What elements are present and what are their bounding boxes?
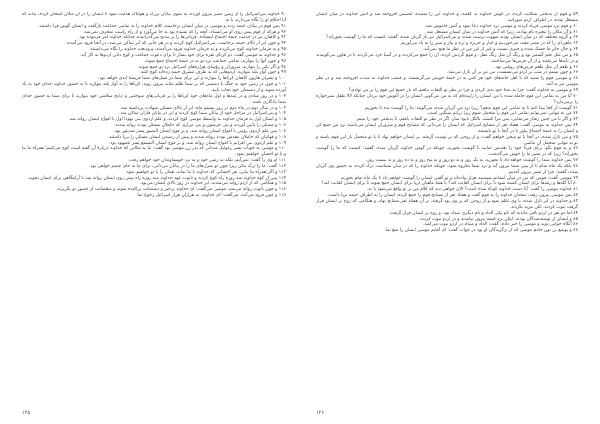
verse-paragraph: ۷۵ و من نازل شده، در آنجا با تو سخن خواهم گفت، و از روحی که بر توست گرفته، بر ایشان خواهم نهاد تا با تو متحمل بار این قوم باشند و تو به تنهایی متحمل آن نباشی.: [316, 134, 578, 146]
verse-paragraph: ۱۱۳ و اگر همراه ما بیایی، هر احسانی که خداوند با ما نماید، همان را با تو خواهیم نمود.: [124, 169, 286, 175]
verse-paragraph: ۵۹ و قوم از بدبختی شکایت کرده، در گوش خداوند بد گفتند، و خداوند این را شنیده، غضبش افروخته شد و آتش خداوند در میان ایشان مشتعل شده، در اطراف اردو سوزانید.: [316, 12, 578, 23]
verse-paragraph: ۶۸ و موسی قوم را شنید که با اهل خانه‌های خود هر کس به در خیمهٔ خویش می‌گریستند، و غضب خداوند به شدت افروخته شد و در نظر موسی نیز بد آمد.: [316, 76, 578, 88]
verse-paragraph: ۶۴ و حال جان ما خشک شده و چیزی نیست و غیر از این من در نظر ما هیچ نمی‌آید.: [422, 47, 578, 53]
verse-paragraph: ۹۴ و چون ابر از بالای خیمه برخاست، بنی‌اسرائیل کوچ کردند و در هر جایی که ابر ساکن می‌شد، در آنجا فرود می‌آمدند.: [65, 41, 286, 47]
left-page-number: ۱۲۵: [22, 410, 31, 416]
verse-paragraph: ۹۸ و اگر یکی را بنوازند، سروران و رؤسای هزاره‌های اسرائیل نزد تو جمع شوند.: [137, 64, 286, 70]
verse-paragraph: ۱۰۴ و بنی‌اسرائیل در مراحل خود از بیابان سینا کوچ کردند و ابر در بیابان فاران ساکن شد.: [118, 111, 286, 117]
verse-paragraph: ۹۷ و چون آنها را بنوازند، تمامی جماعت نزد تو به در خیمهٔ اجتماع جمع شوند.: [143, 58, 286, 64]
verse-paragraph: ۸۰ آیا گله‌ها و رمه‌ها برای ایشان کشته شود تا برای ایشان کفایت کند؟ یا همهٔ ماهیان دریا برای ایشان جمع شوند تا برای ایشان کفایت کند؟: [321, 181, 578, 187]
right-page-text: [316, 12, 578, 384]
verse-paragraph: ۶۰ و قوم نزد موسی فریاد کردند و موسی نزد خداوند دعا نمود و آتش خاموش شد.: [424, 23, 578, 29]
verse-paragraph: ۱۰۳ و در سال دوم در ماه دوم در روز بیستم ماه، ابر از بالای مسکن شهادت برداشته شد.: [119, 105, 286, 111]
verse-paragraph: ۱۱۵ و هنگامی که از اردو روانه می‌شدند، ابر خداوند در روز بالای ایشان می‌بود.: [139, 181, 286, 187]
left-page-text: [22, 12, 286, 384]
verse-paragraph: ۱۱۴ پس از کوه خداوند سه روزه راه کوچ کردند و تابوت عهد خداوند سه روزه راه پیش روی ایشان روانه شد تا آرامگاهی برای ایشان بجوید.: [27, 175, 286, 181]
verse-paragraph: ۶۷ و چون شبنم در شب بر اردو می‌نشست، من نیز بر آن نازل می‌شد.: [447, 70, 578, 76]
verse-paragraph: ۷۲ من به تنهایی نمی‌توانم تمامی این قوم را متحمل شوم زیرا برایم سنگین است.: [426, 111, 578, 117]
verse-paragraph: ۹۶ و خداوند به موسی گفت: دو کرنای نقره برای خود بساز تا برای دعوت جماعت و کوچ دادن اردوها به کار آید.: [79, 52, 286, 58]
verse-paragraph: ۱۱۶ و چون تابوت روانه می‌شد، موسی می‌گفت: ای خداوند برخیز و دشمنانت پراکنده شوند و مبغضانت از حضور تو بگریزند.: [55, 187, 286, 193]
verse-paragraph: ۷۴ پس خداوند به موسی گفت: هفتاد نفر از مشایخ اسرائیل که ایشان را می‌دانی که مشایخ قوم و سروران ایشان می‌باشند نزد من جمع کن و ایشان را به خیمهٔ اجتماع بیاور تا در آنجا با تو بایستند.: [316, 123, 578, 134]
verse-paragraph: ۶۵ و من مثل تخم گشنیز بود و رنگ آن مثل رنگ مقل. و قوم گردش کرده، آن را جمع می‌کردند و در آسیا خرد می‌کردند یا در هاون می‌کوبیدند و در تابه‌ها می‌پختند و از آن قرص‌ها می‌ساختند.: [316, 52, 578, 64]
verse-paragraph: ۱۰۲ و در روز شادی و در عیدها و اول ماه‌های خود کرناها را بر قربانی‌های سوختنی و ذبایح سلامتی خود بنوازید تا برای شما به حضور خدای شما یادگاری باشد.: [22, 93, 286, 105]
verse-paragraph: ۸۱ خداوند موسی را گفت: آیا دست خداوند کوتاه شده است؟ الان خواهی دید که کلام من بر تو واقع می‌شود یا نه.: [366, 187, 578, 193]
verse-paragraph: ۱۰۹ و علم اردوی بنی افرایم با افواج ایشان روانه شد، و بر فوج ایشان الیشمع پسر عمیهود بود.: [108, 140, 286, 146]
verse-paragraph: ۷۳ و اگر با من چنین رفتار می‌نمایی، پس مرا کشته، بالکل نابود ساز، اگر در نظر تو التفات یافتم، تا بدبختی خود را نبینم.: [355, 117, 578, 123]
verse-paragraph: ۱۱۰ و موسی به حوباب پسر رعوئیل مدیانی که پدر زن موسی بود گفت: ما به مکانی که خداوند دربارهٔ آن گفته است کوچ می‌کنیم؛ همراه ما بیا و با تو احسان خواهیم نمود.: [22, 146, 286, 158]
verse-paragraph: ۹۲ و هرکه از قوم پیش روی او می‌ایستاد، آنچه را که شنیده بود به جا می‌آورد و از راه راست منحرف نمی‌شد.: [82, 29, 286, 35]
verse-paragraph: ۱۱۷ و چون فرود می‌آمد، می‌گفت: ای خداوند، به هزاران هزار اسرائیل رجوع نما.: [136, 193, 286, 199]
verse-paragraph: ۷۶ و به قوم بگو: برای فردا خود را تقدیس نمایید تا گوشت بخورید، چونکه در گوش خداوند گریان شده، گفتید: کیست که ما را گوشت بخوراند؟ زیرا که در مصر ما را خوش می‌گذشت.: [316, 146, 578, 158]
verse-paragraph: ۷۱ گوشت از کجا پیدا کنم تا به تمامی این قوم بدهم؟ زیرا نزد من گریان شده، می‌گویند: ما را گوشت بده تا بخوریم.: [363, 105, 578, 111]
verse-paragraph: ۹۳ و کاهنان نیز در خدمت خیمهٔ اجتماع ایستاده، قربانی‌ها را بر مذبح می‌گذرانیدند چنانکه خداوند امر فرموده بود.: [78, 35, 286, 41]
verse-paragraph: ۷۸ بلکه یک ماه تمام تا از بینی شما بیرون آید و نزد شما مکروه شود، چونکه خداوند را که در میان شماست ترک کرده، به حضور وی گریان شده، گفتید: چرا از مصر بیرون آمدیم.: [316, 163, 578, 175]
verse-paragraph: ۸۳ و خداوند در ابر نازل شده، با وی تکلم نمود و از روحی که بر وی بود گرفته، بر آن هفتاد نفر مشایخ نهاد، و هنگامی که روح بر ایشان قرار گرفت نبوت کردند، لکن مزید نکردند.: [316, 199, 578, 210]
verse-paragraph: ۸۵ و ایشان از نوشته‌شدگان بودند، لیکن نزد خیمه بیرون نیامدند و در اردو نبوت کردند.: [418, 216, 578, 222]
verse-paragraph: ۸۷ و یوشع بن نون خادم موسی که از برگزیدگان او بود در جواب گفت: ای آقایم موسی ایشان را منع نما.: [384, 228, 578, 234]
verse-paragraph: ۱۰۵ و ایشان اول به فرمان خداوند به واسطهٔ موسی کوچ کردند، و علم اردوی بنی یهودا اول با افواج ایشان روانه شد.: [68, 117, 286, 123]
verse-paragraph: ۷۷ پس خداوند شما را گوشت خواهد داد تا بخورید، نه یک روز و نه دو روز و نه پنج روز و نه ده روز و نه بیست روز،: [365, 158, 578, 164]
verse-paragraph: ۹۵ و به فرمان خداوند کوچ می‌کردند و به فرمان خداوند فرود می‌آمدند، و ودیعت خداوند را نگاه می‌داشتند.: [89, 47, 286, 53]
right-page-number: ۱۲۶: [316, 410, 325, 416]
verse-paragraph: ۱۰۶ و مسکن را پایین آوردند و بنی جرشون و بنی مراری که حاملان مسکن بودند روانه شدند.: [113, 123, 286, 129]
verse-paragraph: ۱۰۰ و پسران هارون کاهنان کرناها را بنوازند و این برای شما در نسل‌های شما فریضهٔ ابدی خواهد بود.: [97, 76, 286, 82]
verse-paragraph: ۶۱ و آن مکان را تبعیره نام نهادند، زیرا که آتش خداوند در میان ایشان مشتعل شد.: [425, 29, 578, 35]
verse-paragraph: ۶۶ و طعم آن مثل طعم قرص‌های روغنی بود.: [494, 64, 578, 70]
verse-paragraph: ۸۲ پس موسی بیرون رفته، سخنان خداوند را به قوم گفت و هفتاد نفر از مشایخ قوم را جمع کرده، ایشان را به اطراف خیمه برپا داشت.: [326, 193, 578, 199]
verse-paragraph: ۱۰۸ و قهاتیان که حاملان مقدس بودند روانه شدند و پیش از رسیدن ایشان مسکن را برپا داشتند.: [107, 134, 286, 140]
verse-paragraph: ۸۶ آنگاه جوانی دوید و موسی را خبر داده، گفت: الداد و میداد در اردو نبوت می‌کنند.: [422, 222, 578, 228]
verse-paragraph: ۹۰ خداوند بنی‌اسرائیل را از زمین مصر بیرون آورده، به سوی بیابان بزرگ و هولناک هدایت نمود تا ایشان را در آن مکان امتحان کرده، بداند که آیا احکام او را نگاه می‌دارند یا نه.: [22, 12, 286, 23]
verse-paragraph: ۷۹ موسی گفت: قومی که من در میان ایشانم ششصد هزار پیاده‌اند و تو گفتی ایشان را گوشت خواهم داد تا یک ماه تمام بخورند.: [339, 175, 578, 181]
verse-paragraph: ۸۴ اما دو نفر در اردو باقی ماندند که نام یکی الداد و نام دیگری میداد بود، و روح بر ایشان قرار گرفت.: [388, 210, 578, 216]
verse-paragraph: ۱۱۱ او وی را گفت: نمی‌آیم، بلکه به زمین خود و به نزد خویشاوندان خود خواهم رفت.: [127, 158, 286, 164]
verse-paragraph: ۱۰۱ و چون در زمین خود به جنگ با دشمنی که بر شما ظلم نماید بیرون روید، کرناها را به آواز بلند بنوازید تا به حضور خداوند خدای خود به یاد آورده شوید و از دشمنان خود نجات یابید.: [22, 82, 286, 93]
verse-paragraph: ۶۳ ماهی‌ای را که در مصر مفت می‌خوردیم و خیار و خربزه و تره و پیاز و سیر را به یاد می‌آوریم.: [399, 41, 578, 47]
verse-paragraph: ۱۰۷ پس علم اردوی رؤبین با افواج ایشان روانه شد، و بر فوج ایشان الیصور پسر شدیئور بود.: [113, 128, 286, 134]
verse-paragraph: ۶۲ و گروه مختلف که در میان ایشان بودند شهوت پرست شدند و بنی‌اسرائیل نیز باز گریان شده، گفتند: کیست که ما را گوشت بخوراند؟: [326, 35, 578, 41]
verse-paragraph: ۷۰ آیا من به تمامی این قوم حامله شده یا من ایشان را زاییده‌ام که به من می‌گویی ایشان را در آغوش خود بردار، چنانکه لالا طفل شیرخواره را برمی‌دارد؟: [316, 93, 578, 105]
verse-paragraph: ۹۹ و چون آواز بلند بنوازید، اردوهایی که به طرف مشرق خیمه زده‌اند کوچ کنند.: [139, 70, 286, 76]
right-page: [300, 0, 600, 424]
verse-paragraph: ۱۱۲ گفت: ما را ترک مکن زیرا چون تو منزل‌های ما را در بیابان می‌دانی، برای ما به جای چشم خواهی بود.: [89, 163, 286, 169]
verse-paragraph: ۹۱ پس قوم در بیابان خیمه زدند و موسی در میان ایشان برخاسته، کلام خداوند را به تمامی جماعت بازگفت و ایشان گوش فرا داشتند.: [37, 23, 286, 29]
verse-paragraph: ۶۹ و موسی به خداوند گفت: چرا به بندهٔ خود بدی کردی و چرا در نظر تو التفات نیافتم که بار جمیع این قوم را بر من نهادی؟: [348, 87, 578, 93]
